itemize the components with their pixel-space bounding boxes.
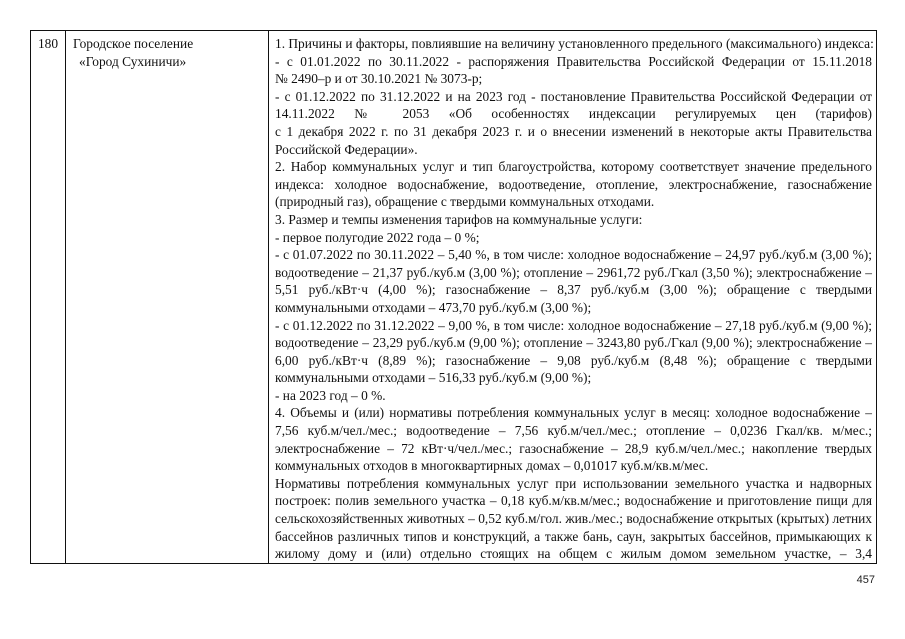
row-number: 180 [37,36,59,51]
description-line: 3. Размер и темпы изменения тарифов на коммунальные услуги: [275,211,643,227]
description-line: сельскохозяйственных животных – 0,52 куб.м/гол. жив./мес.; водоснабжение открытых (крытых) летних [275,511,872,527]
description-line: - с 01.12.2022 по 31.12.2022 – 9,00 %, в том числе: холодное водоснабжение – 27,18 руб./куб.м (9,00 %); [275,317,872,333]
description-line: индекса: холодное водоснабжение, водоотведение, отопление, электроснабжение, газоснабжение [275,176,872,192]
document-table [30,30,877,564]
description-line: водоотведение – 21,37 руб./куб.м (3,00 %); отопление – 2961,72 руб./Гкал (3,50 %); электроснабжение – [275,264,872,280]
description-line: 4. Объемы и (или) нормативы потребления коммунальных услуг в месяц: холодное водоснабжение – [275,405,872,421]
description-line: 2. Набор коммунальных услуг и тип благоустройства, которому соответствует значение предельного [275,159,872,175]
description-line: - на 2023 год – 0 %. [275,387,386,403]
description-line: 6,00 руб./кВт·ч (8,89 %); газоснабжение – 9,08 руб./куб.м (8,48 %); обращение с твердыми [275,352,872,368]
description-line: коммунальными отходами – 473,70 руб./куб.м (3,00 %); [275,299,592,315]
description-line: (природный газ), обращение с твердыми коммунальных отходами. [275,194,655,210]
description-line: коммунальными отходами – 516,33 руб./куб.м (9,00 %); [275,370,592,386]
description-line: 7,56 куб.м/чел./мес.; водоотведение – 7,56 куб.м/чел./мес.; отопление – 0,0236 Гкал/кв. м/мес.; [275,423,872,439]
description-line: электроснабжение – 72 кВт·ч/чел./мес.; газоснабжение – 28,9 куб.м/чел./мес.; накопление твердых [275,440,872,456]
description-line: построек: полив земельного участка – 0,18 куб.м/кв.м/мес.; водоснабжение и приготовление пищи для [275,493,872,509]
description-line: № 2490–р и от 30.10.2021 № 3073-р; [275,71,483,87]
description-line: жилому дому и (или) отдельно стоящих на общем с жилым домом земельном участке, – 3,4 [275,546,872,562]
description-line: водоотведение – 23,29 руб./куб.м (9,00 %); отопление – 3243,80 руб./Гкал (9,00 %); электроснабжение – [275,335,872,351]
description-line: бассейнов различных типов и конструкций, а также бань, саун, закрытых бассейнов, примыкающих к [275,528,872,544]
settlement-name-cell [66,31,269,563]
description-line: 14.11.2022 № 2053 «Об особенностях индексации регулируемых цен (тарифов) [275,106,872,122]
description-text [269,31,876,564]
description-line: - с 01.12.2022 по 31.12.2022 и на 2023 год - постановление Правительства Российской Федерации от [275,88,872,104]
description-line: с 1 декабря 2022 г. по 31 декабря 2023 г. и о внесении изменений в некоторые акты Правительства [275,123,872,139]
description-line: 5,51 руб./кВт·ч (4,00 %); газоснабжение – 8,37 руб./куб.м (3,00 %); обращение с твердыми [275,282,872,298]
description-cell [269,31,876,563]
description-line: 1. Причины и факторы, повлиявшие на величину установленного предельного (максимального) индекса: [275,36,874,51]
description-line: Российской Федерации». [275,141,418,157]
settlement-name [66,31,268,70]
description-line: Нормативы потребления коммунальных услуг при использовании земельного участка и надворных [275,475,872,491]
row-number-cell [31,31,66,563]
description-line: - первое полугодие 2022 года – 0 %; [275,229,480,245]
settlement-name-line: Городское поселение [73,36,194,51]
settlement-name-line: «Город Сухиничи» [79,53,187,69]
description-line: - с 01.01.2022 по 30.11.2022 - распоряжения Правительства Российской Федерации от 15.11.2018 [275,53,872,69]
description-line: коммунальных отходов в многоквартирных домах – 0,01017 куб.м/кв.м/мес. [275,458,709,474]
description-line: - с 01.07.2022 по 30.11.2022 – 5,40 %, в том числе: холодное водоснабжение – 24,97 руб./куб.м (3,00 %); [275,247,872,263]
description-line [275,563,872,564]
page-number: 457 [856,574,875,586]
